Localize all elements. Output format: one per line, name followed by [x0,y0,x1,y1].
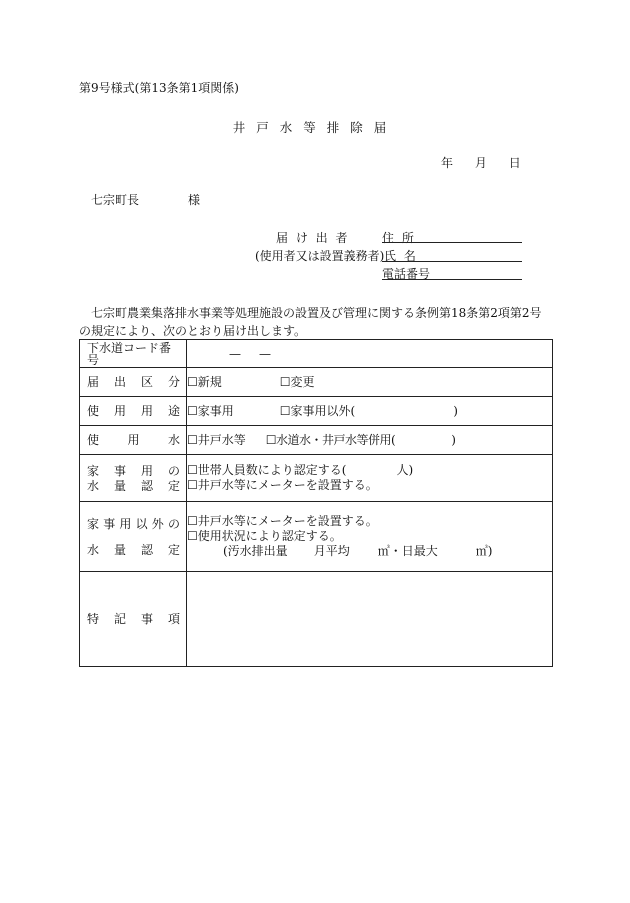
remarks-label-cell [80,572,187,667]
sewer-code-label-cell [80,340,187,368]
option-nonhousehold-meter-checkbox[interactable]: ☐井戸水等にメーターを設置する。 [187,514,378,528]
date-year-label: 年 [441,156,454,170]
remarks-value-cell[interactable] [187,572,553,667]
discharge-close: ㎥) [475,544,493,558]
date-day-label: 日 [508,156,521,170]
daily-max-label: ㎥・日最大 [377,544,438,558]
date-month-label: 月 [474,156,487,170]
name-label: 氏 名 [384,249,418,263]
water-used-label-cell [80,426,187,455]
sewer-code-dash-2: — [259,346,271,361]
table-row-remarks [80,572,553,667]
option-well-water-checkbox[interactable]: ☐井戸水等 [187,433,246,447]
recipient-suffix: 様 [188,193,201,207]
option-change-checkbox[interactable]: ☐変更 [279,375,315,389]
recipient-name: 七宗町長 [91,193,140,207]
usage-label-cell [80,397,187,426]
document-title: 井戸水等排除届 [232,120,398,135]
notification-type-label: 届 出 区 分 [87,375,180,389]
body-text: 七宗町農業集落排水事業等処理施設の設置及び管理に関する条例第18条第2項第2号の規定により、次のとおり届け出します。 [79,306,542,338]
notification-type-value-cell [187,368,553,397]
user-note: (使用者又は設置義務者) [255,249,385,263]
option-combined-checkbox[interactable]: ☐水道水・井戸水等併用( [265,433,396,447]
table-row-sewer-code [80,340,553,368]
name-field-line[interactable] [382,261,522,262]
household-size-unit: 人) [396,463,414,477]
nonhousehold-volume-label-cell [80,502,187,572]
notification-type-label-cell [80,368,187,397]
notifier-label: 届 け 出 者 [276,231,350,245]
usage-value-cell [187,397,553,426]
sewer-code-label: 下水道コード番号 [87,340,172,367]
household-volume-label-1: 家 事 用 の [87,463,180,478]
household-volume-label-cell [80,455,187,502]
option-by-usage-checkbox[interactable]: ☐使用状況により認定する。 [187,529,342,543]
usage-label: 使 用 用 途 [87,404,180,418]
sewer-code-value-cell[interactable] [187,340,553,368]
water-used-value-cell [187,426,553,455]
water-used-close-paren: ) [451,433,456,447]
table-row-household-volume [80,455,553,502]
option-by-household-size-checkbox[interactable]: ☐世帯人員数により認定する( [187,463,347,477]
phone-field-line[interactable] [382,279,522,280]
notification-table [79,339,553,667]
discharge-prefix: (汚水排出量 [223,544,288,558]
option-new-checkbox[interactable]: ☐新規 [187,375,222,389]
sewer-code-dash-1: — [229,346,241,361]
monthly-average-label: 月平均 [313,544,350,558]
usage-close-paren: ) [453,404,458,418]
table-row-notification-type [80,368,553,397]
table-row-usage [80,397,553,426]
option-household-checkbox[interactable]: ☐家事用 [187,404,234,418]
option-household-meter-checkbox[interactable]: ☐井戸水等にメーターを設置する。 [187,478,378,492]
nonhousehold-volume-value-cell [187,502,553,572]
nonhousehold-volume-label-2: 水 量 認 定 [87,542,180,557]
water-used-label: 使 用 水 [87,433,180,447]
option-non-household-checkbox[interactable]: ☐家事用以外( [279,404,356,418]
address-label: 住 所 [382,231,416,245]
form-number: 第9号様式(第13条第1項関係) [79,81,239,95]
address-field-line[interactable] [382,242,522,243]
table-row-nonhousehold-volume [80,502,553,572]
remarks-label: 特 記 事 項 [87,612,180,626]
nonhousehold-volume-label-1: 家 事 用 以 外 の [87,516,180,531]
date-fields [441,157,521,169]
household-volume-value-cell [187,455,553,502]
phone-label: 電話番号 [382,267,431,281]
table-row-water-used [80,426,553,455]
recipient [91,194,200,206]
household-volume-label-2: 水 量 認 定 [87,478,180,493]
